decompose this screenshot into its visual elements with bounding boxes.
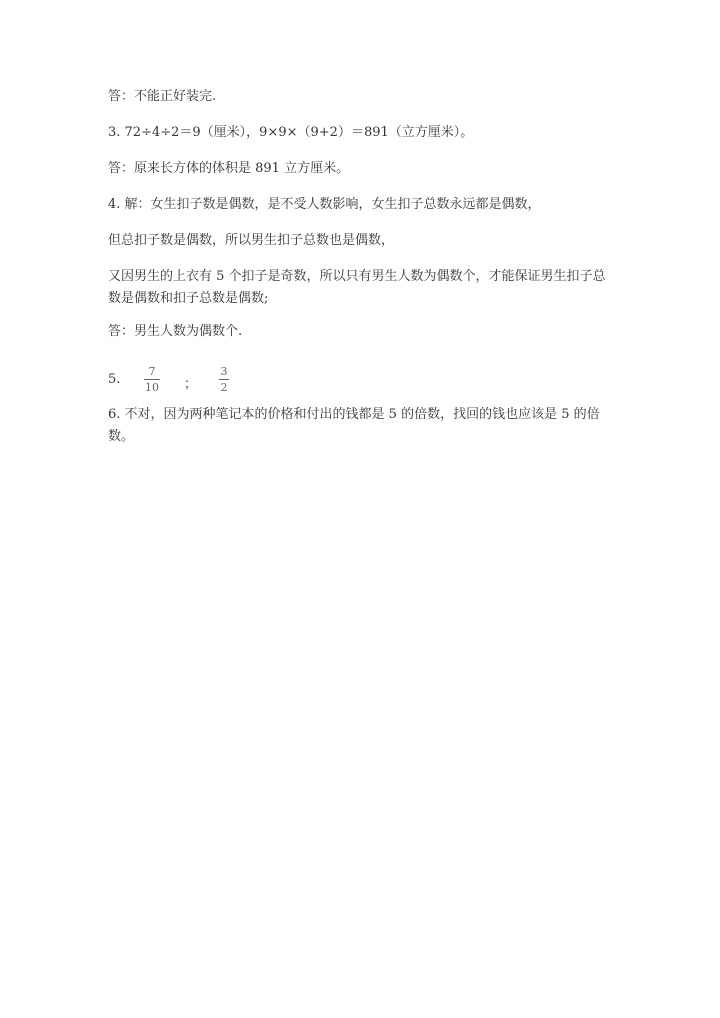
answer-line-3: 答：原来长方体的体积是 891 立方厘米。 [108, 161, 350, 176]
fraction-bar [219, 379, 229, 380]
solution-4-line-1: 4. 解：女生扣子数是偶数，是不受人数影响，女生扣子总数永远都是偶数， [108, 197, 541, 212]
fraction-denominator: 2 [220, 381, 228, 394]
separator: ； [184, 377, 198, 392]
fraction-numerator: 3 [220, 365, 228, 378]
answer-line-1: 答：不能正好装完. [108, 89, 217, 104]
solution-4-line-2: 但总扣子数是偶数，所以男生扣子总数也是偶数， [108, 233, 395, 248]
solution-3: 3. 72÷4÷2＝9（厘米），9×9×（9+2）＝891（立方厘米）。 [108, 125, 474, 140]
fraction-3-2 [219, 365, 229, 394]
fraction-numerator: 7 [148, 365, 156, 378]
fraction-7-10 [144, 365, 160, 394]
solution-5-label: 5. [108, 372, 121, 387]
solution-6-paragraph: 6. 不对，因为两种笔记本的价格和付出的钱都是 5 的倍数，找回的钱也应该是 5 的倍数。 [108, 407, 600, 444]
solution-4-paragraph: 又因男生的上衣有 5 个扣子是奇数，所以只有男生人数为偶数个，才能保证男生扣子总数是偶数和扣子总数是偶数; [108, 269, 606, 306]
fraction-denominator: 10 [145, 381, 159, 394]
fraction-bar [144, 379, 160, 380]
answer-line-4: 答：男生人数为偶数个. [108, 324, 243, 339]
